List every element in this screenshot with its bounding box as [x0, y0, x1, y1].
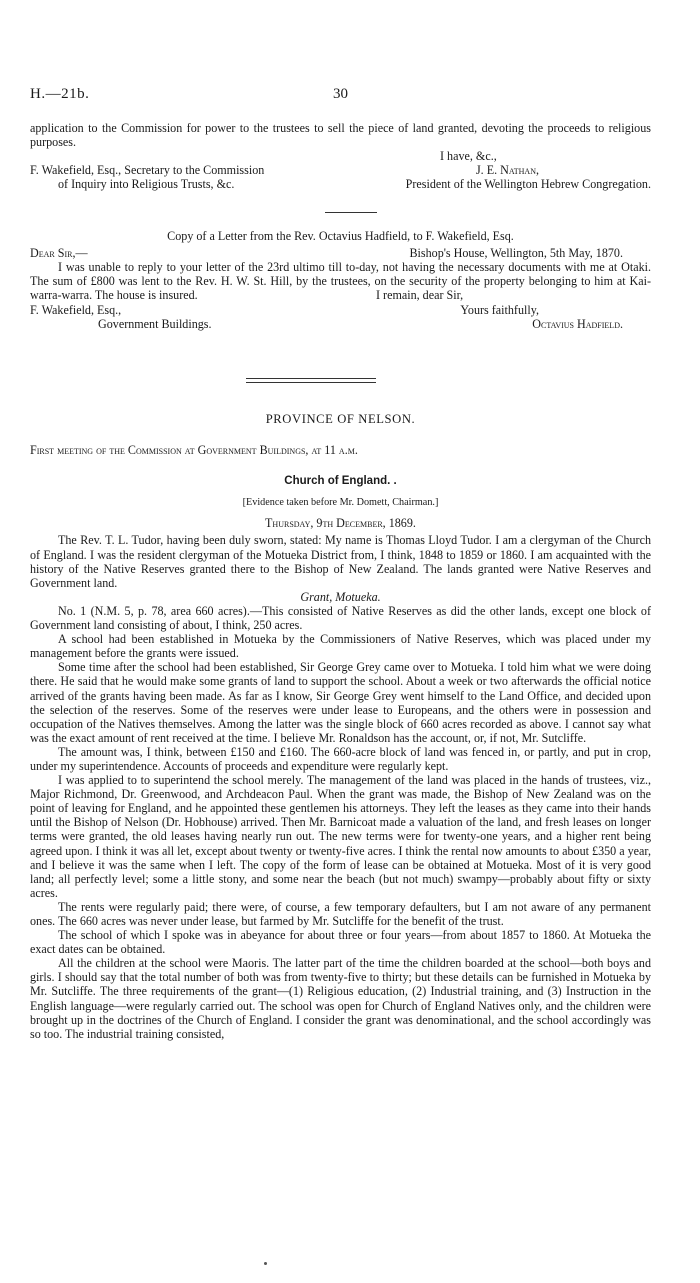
evidence-paragraph: No. 1 (N.M. 5, p. 78, area 660 acres).—This consisted of Native Reserves as did the other lands, except one block of Government land consisting of about, I think, 250 acres. — [30, 603, 651, 633]
evidence-paragraph: Some time after the school had been established, Sir George Grey came over to Motueka. I told him what we were doing there. He said that he would make some grants of land to support the school. About a week or two afterwards the official notice arrived of the grants having been made. As far as I know, Sir George Grey went himself to the Land Office, and decided upon the selection of the reserves. Some of the reserves were under lease to Europeans, and the others were in possession and occupation of the Natives themselves. Among the latter was the single block of 660 acres recorded as above. I cannot say what was the exact amount of rent received at the time. I believe Mr. Ronaldson has the account, or, if not, Mr. Sutcliffe. — [30, 660, 651, 745]
hadfield-addressee-line-2: Government Buildings. — [98, 316, 212, 331]
section-divider-short — [325, 212, 377, 213]
nathan-signer-title: President of the Wellington Hebrew Congregation. — [405, 177, 651, 192]
nathan-sign-off: I have, &c., — [440, 149, 497, 164]
hadfield-letter — [30, 229, 651, 331]
hadfield-salutation-row — [30, 246, 651, 260]
nathan-letter — [30, 121, 651, 191]
section-heading: Church of England. . — [284, 475, 397, 488]
nathan-signature-row-1 — [30, 163, 651, 177]
first-meeting-line: First meeting of the Commission at Government Buildings, at 11 a.m. — [30, 443, 358, 458]
evidence-paragraph: All the children at the school were Maoris. The latter part of the time the children boarded at the school—both boys and girls. I should say that the total number of both was from twenty-five to thirty; but these details can be furnished in Motueka by Mr. Sutcliffe. The three requirements of the grant—(1) Religious education, (2) Industrial training, and (3) Instruction in the English language—were regularly carried out. The school was open for Church of England Natives only, and the children were brought up in the doctrines of the Church of England. I consider the grant was denominational, and the school accordingly was so too. The industrial training consisted, — [30, 956, 651, 1041]
hadfield-salutation: Dear Sir,— — [30, 246, 88, 261]
hadfield-signature-row-1 — [30, 303, 651, 317]
hadfield-letter-title: Copy of a Letter from the Rev. Octavius Hadfield, to F. Wakefield, Esq. — [167, 229, 514, 243]
province-section — [30, 412, 651, 1041]
nathan-signer-name: J. E. Nathan, — [475, 163, 539, 178]
page-number: 30 — [333, 86, 348, 102]
document-reference: H.—21b. — [30, 86, 90, 102]
hadfield-signature-row-2 — [30, 317, 651, 331]
hadfield-signature: Octavius Hadfield. — [532, 316, 623, 331]
nathan-addressee-line-1: F. Wakefield, Esq., Secretary to the Commission — [30, 163, 265, 178]
evidence-paragraph: The amount was, I think, between £150 and £160. The 660-acre block of land was fenced in, or partly, and put in crop, under my superintendence. Accounts of proceeds and expenditure were regularly kept. — [30, 744, 651, 773]
hadfield-letter-body: I was unable to reply to your letter of the 23rd ultimo till to-day, not having the necessary documents with me at Otaki. The sum of £800 was lent to the Rev. H. W. St. Hill, by the trustees, on the security of the property belonging to him at Kai-warra-warra. The house is insured. — [30, 260, 651, 303]
grant-heading: Grant, Motueka. — [300, 589, 381, 604]
hadfield-remain: I remain, dear Sir, — [376, 288, 464, 303]
evidence-date: Thursday, 9th December, 1869. — [265, 516, 416, 531]
nathan-addressee-line-2: of Inquiry into Religious Trusts, &c. — [58, 177, 235, 192]
page-mark — [264, 1262, 267, 1265]
nathan-closing-paragraph: application to the Commission for power to the trustees to sell the piece of land granted, devoting the proceeds to religious purposes. — [30, 121, 651, 150]
nathan-signature-row-2 — [30, 177, 651, 191]
evidence-paragraph: I was applied to to superintend the school merely. The management of the land was placed in the hands of trustees, viz., Major Richmond, Dr. Greenwood, and Archdeacon Paul. When the grant was made, the Bishop of New Zealand was on the point of leaving for England, and he appointed these gentlemen his attorneys. They left the leases as they came into their hands until the Bishop of Nelson (Dr. Hobhouse) arrived. Then Mr. Barnicoat made a valuation of the land, and fresh leases on longer terms were granted, the old leases having nearly run out. The new terms were for twenty-one years, and a higher rent being agreed upon. I think it was all let, except about twenty or twenty-five acres. I think the rental now amounts to about £350 a year, and I believe it was the same when I left. The copy of the form of lease can be obtained at Motueka. Most of it is very good land; all perfectly level; some a little stony, and some near the beach (but not much) swampy—probably about fifty or sixty acres. — [30, 773, 651, 900]
evidence-paragraph: The rents were regularly paid; there were, of course, a few temporary defaulters, but I am not aware of any permanent ones. The 660 acres was never under lease, but farmed by Mr. Sutcliffe for the benefit of the trust. — [30, 899, 651, 928]
province-title: PROVINCE OF NELSON. — [265, 412, 416, 426]
evidence-paragraph: The school of which I spoke was in abeyance for about three or four years—from about 1857 to 1860. At Motueka the exact dates can be obtained. — [30, 928, 651, 957]
hadfield-yours: Yours faithfully, — [460, 302, 539, 317]
evidence-paragraph: A school had been established in Motueka by the Commissioners of Native Reserves, which was placed under my management before the grants were issued. — [30, 632, 651, 661]
evidence-note: [Evidence taken before Mr. Domett, Chairman.] — [242, 497, 439, 509]
hadfield-addressee-line-1: F. Wakefield, Esq., — [30, 302, 122, 317]
section-divider-double — [246, 378, 376, 383]
tudor-introduction: The Rev. T. L. Tudor, having been duly sworn, stated: My name is Thomas Lloyd Tudor. I am a clergyman of the Church of England. I was the resident clergyman of the Motueka District from, I think, 1848 to 1859 or 1860. I am acquainted with the history of the Native Reserves granted there to the Bishop of New Zealand. The lands granted were Native Reserves and Government land. — [30, 533, 651, 590]
hadfield-address-date: Bishop's House, Wellington, 5th May, 1870. — [409, 246, 623, 261]
